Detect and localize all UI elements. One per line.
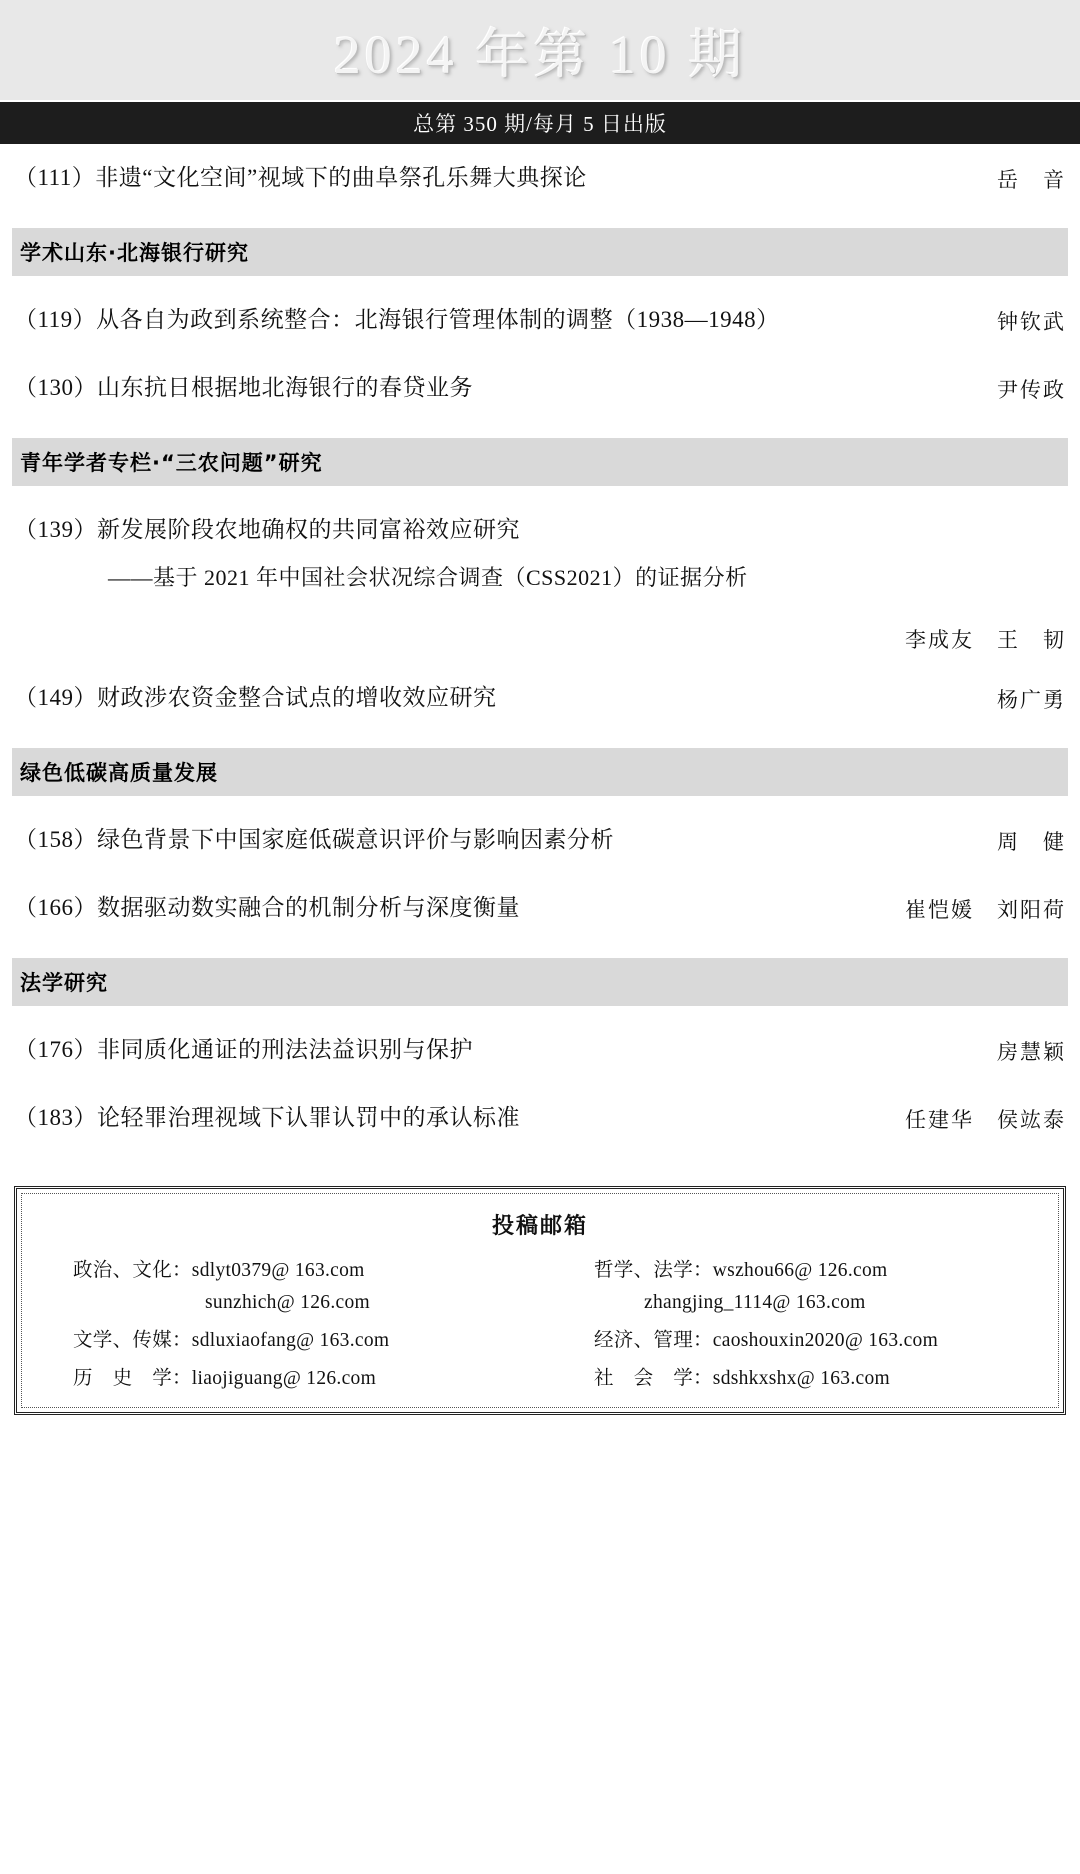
list-item[interactable] bbox=[12, 496, 1068, 551]
list-item[interactable] bbox=[12, 1084, 1068, 1152]
list-item[interactable] bbox=[12, 354, 1068, 422]
masthead bbox=[0, 0, 1080, 102]
entry-page: （111） bbox=[14, 165, 96, 190]
issue-title: 2024 年第 10 期 bbox=[333, 24, 747, 85]
email-row-philosophy-law-alt[interactable]: zhangjing_1114@ 163.com bbox=[644, 1292, 866, 1314]
email-row-politics-culture-alt[interactable]: sunzhich@ 126.com bbox=[205, 1292, 370, 1314]
section-header: 绿色低碳高质量发展 bbox=[12, 748, 1068, 796]
entry-title bbox=[14, 514, 1066, 545]
entry-authors: 尹传政 bbox=[997, 378, 1066, 402]
entry-authors: 岳 音 bbox=[997, 168, 1066, 192]
submission-email-grid bbox=[35, 1254, 1045, 1390]
entry-authors: 李成友 王 韧 bbox=[905, 628, 1066, 653]
email-row-history[interactable]: 历 史 学：liaojiguang@ 126.com bbox=[73, 1368, 377, 1390]
entry-name: 财政涉农资金整合试点的增收效应研究 bbox=[97, 685, 497, 711]
list-item[interactable] bbox=[12, 144, 1068, 212]
entry-page: （176） bbox=[14, 1037, 97, 1063]
section-header: 法学研究 bbox=[12, 958, 1068, 1006]
issue-subtitle-bar bbox=[0, 102, 1080, 144]
email-row-philosophy-law[interactable]: 哲学、法学：wszhou66@ 126.com bbox=[594, 1260, 888, 1282]
entry-page: （130） bbox=[14, 375, 97, 400]
entry-page: （149） bbox=[14, 685, 97, 711]
entry-name: 新发展阶段农地确权的共同富裕效应研究 bbox=[97, 517, 520, 542]
entry-title bbox=[14, 372, 926, 403]
entry-name: 从各自为政到系统整合：北海银行管理体制的调整（1938—1948） bbox=[96, 307, 780, 332]
list-item[interactable] bbox=[12, 1016, 1068, 1084]
entry-page: （139） bbox=[14, 517, 97, 542]
entry-title bbox=[14, 892, 885, 923]
entry-title bbox=[14, 162, 926, 193]
entry-title bbox=[14, 682, 926, 713]
entry-name: 非遗“文化空间”视域下的曲阜祭孔乐舞大典探论 bbox=[95, 165, 587, 190]
entry-name: 论轻罪治理视域下认罪认罚中的承认标准 bbox=[97, 1105, 520, 1131]
entry-page: （166） bbox=[14, 895, 97, 921]
issue-subtitle: 总第 350 期/每月 5 日出版 bbox=[413, 112, 667, 136]
email-row-politics-culture[interactable]: 政治、文化：sdlyt0379@ 163.com bbox=[73, 1260, 365, 1282]
list-item[interactable] bbox=[12, 874, 1068, 942]
entry-title bbox=[14, 304, 926, 335]
entry-page: （119） bbox=[14, 307, 97, 332]
entry-name: 非同质化通证的刑法法益识别与保护 bbox=[97, 1037, 473, 1063]
submission-email-title: 投稿邮箱 bbox=[491, 1214, 588, 1240]
list-item[interactable] bbox=[12, 806, 1068, 874]
list-item[interactable] bbox=[12, 286, 1068, 354]
entry-authors: 周 健 bbox=[997, 830, 1066, 855]
section-header: 青年学者专栏·“三农问题”研究 bbox=[12, 438, 1068, 486]
toc-list bbox=[0, 144, 1080, 1152]
entry-subtitle: ——基于 2021 年中国社会状况综合调查（CSS2021）的证据分析 bbox=[108, 565, 748, 591]
entry-title bbox=[14, 1034, 926, 1065]
entry-name: 山东抗日根据地北海银行的春贷业务 bbox=[97, 375, 473, 400]
entry-authors: 房慧颖 bbox=[997, 1040, 1066, 1065]
entry-title bbox=[14, 824, 926, 855]
email-row-literature-media[interactable]: 文学、传媒：sdluxiaofang@ 163.com bbox=[73, 1330, 390, 1352]
entry-page: （158） bbox=[14, 827, 97, 853]
entry-page: （183） bbox=[14, 1105, 97, 1131]
list-item[interactable] bbox=[12, 664, 1068, 732]
entry-authors: 钟钦武 bbox=[997, 310, 1066, 334]
section-header: 学术山东·北海银行研究 bbox=[12, 228, 1068, 276]
entry-authors: 任建华 侯竑泰 bbox=[905, 1108, 1066, 1133]
entry-authors: 杨广勇 bbox=[997, 688, 1066, 713]
submission-email-box bbox=[14, 1186, 1066, 1415]
entry-authors: 崔恺媛 刘阳荷 bbox=[905, 898, 1066, 923]
email-row-economics-management[interactable]: 经济、管理：caoshouxin2020@ 163.com bbox=[594, 1330, 939, 1352]
entry-name: 绿色背景下中国家庭低碳意识评价与影响因素分析 bbox=[97, 827, 614, 853]
email-row-sociology[interactable]: 社 会 学：sdshkxshx@ 163.com bbox=[594, 1368, 890, 1390]
entry-title bbox=[14, 1102, 885, 1133]
entry-name: 数据驱动数实融合的机制分析与深度衡量 bbox=[97, 895, 520, 921]
